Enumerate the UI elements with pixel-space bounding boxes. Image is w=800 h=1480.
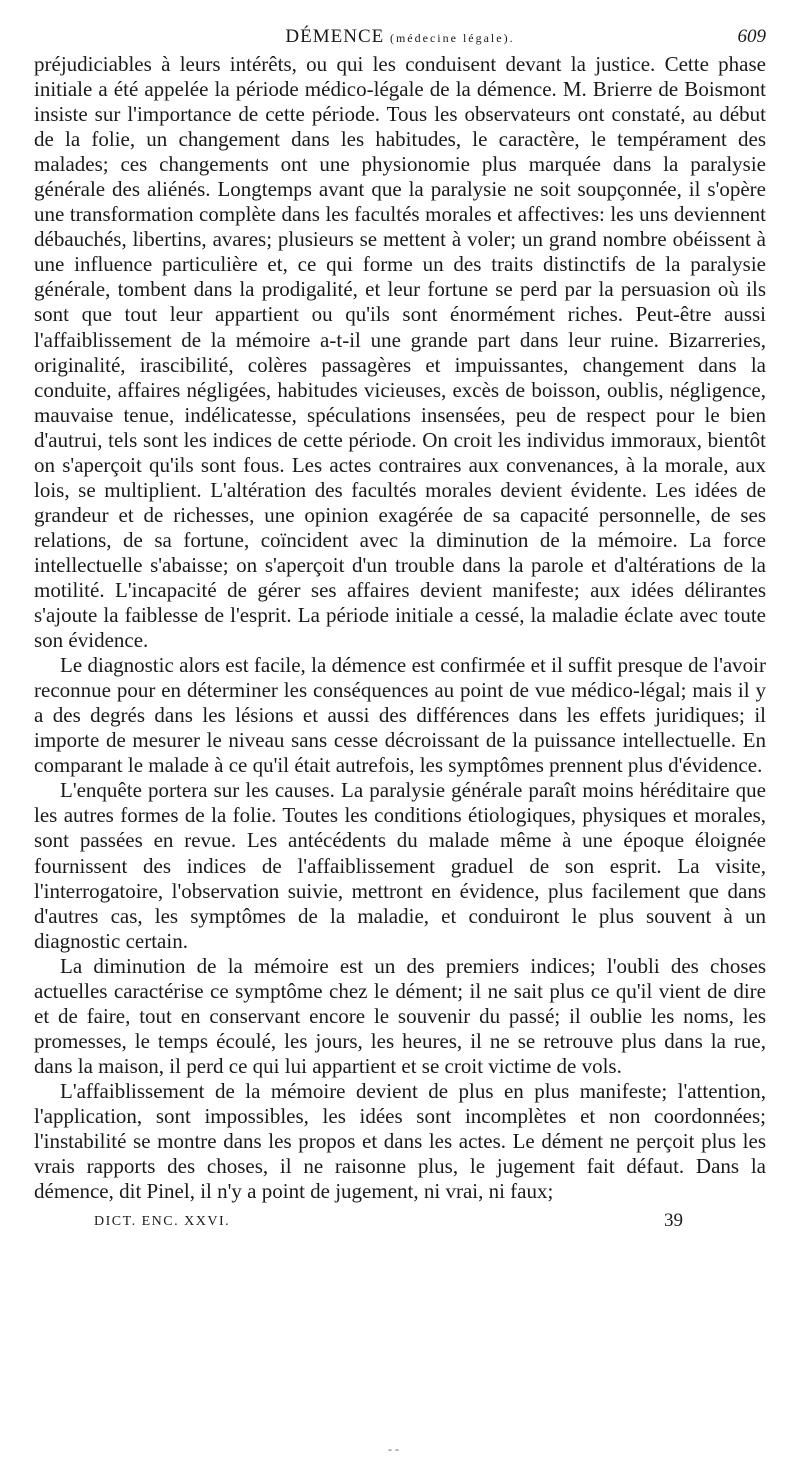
sheet-number: 39 xyxy=(664,1210,683,1232)
page-number: 609 xyxy=(737,26,766,47)
paragraph: Le diagnostic alors est facile, la démence est confirmée et il suffit presque de l'avoir reconnue pour en déterminer les conséquences au point de vue médico-légal; mais il y a des degrés dans les lésions et aussi des différences dans les effets juridiques; il importe de mesurer le niveau sans cesse décroissant de la puissance intellectuelle. En comparant le malade à ce qu'il était autrefois, les symptômes prennent plus d'évidence. xyxy=(34,653,766,778)
body-text xyxy=(34,52,766,1204)
running-header xyxy=(34,26,766,52)
paragraph: préjudiciables à leurs intérêts, ou qui les conduisent devant la justice. Cette phase initiale a été appelée la période médico-légale de la démence. M. Brierre de Boismont insiste sur l'importance de cette période. Tous les observateurs ont constaté, au début de la folie, un changement dans les habitudes, le caractère, le tempérament des malades; ces changements ont une physionomie plus marquée dans la paralysie générale des aliénés. Longtemps avant que la paralysie ne soit soupçonnée, il s'opère une transformation complète dans les facultés morales et affectives: les uns deviennent débauchés, libertins, avares; plusieurs se mettent à voler; un grand nombre obéissent à une influence particulière et, ce qui forme un des traits distinctifs de la paralysie générale, tombent dans la prodigalité, et leur fortune se perd par la persuasion où ils sont que tout leur appartient ou qu'ils sont énormément riches. Peut-être aussi l'affaiblissement de la mémoire a-t-il une grande part dans leur ruine. Bizarreries, originalité, irascibilité, colères passagères et impuissantes, changement dans la conduite, affaires négligées, habitudes vicieuses, excès de boisson, oublis, négligence, mauvaise tenue, indélicatesse, spéculations insensées, peu de respect pour le bien d'autrui, tels sont les indices de cette période. On croit les individus immoraux, bientôt on s'aperçoit qu'ils sont fous. Les actes contraires aux convenances, à la morale, aux lois, se multiplient. L'altération des facultés morales devient évidente. Les idées de grandeur et de richesses, une opinion exagérée de sa capacité personnelle, de ses relations, de sa fortune, coïncident avec la diminution de la mémoire. La force intellectuelle s'abaisse; on s'aperçoit d'un trouble dans la parole et d'altérations de la motilité. L'incapacité de gérer ses affaires devient manifeste; aux idées délirantes s'ajoute la faiblesse de l'esprit. La période initiale a cessé, la maladie éclate avec toute son évidence. xyxy=(34,52,766,653)
paragraph: L'enquête portera sur les causes. La paralysie générale paraît moins héréditaire que les autres formes de la folie. Toutes les conditions étiologiques, physiques et morales, sont passées en revue. Les antécédents du malade même à une époque éloignée fournissent des indices de l'affaiblissement graduel de son esprit. La visite, l'interrogatoire, l'observation suivie, mettront en évidence, plus facilement que dans d'autres cas, les symptômes de la maladie, et conduiront le plus souvent à un diagnostic certain. xyxy=(34,778,766,953)
page-footer xyxy=(34,1210,766,1238)
header-title: DÉMENCE xyxy=(285,26,385,47)
bottom-mark: - - xyxy=(388,1442,399,1456)
page xyxy=(34,26,766,1238)
signature-mark: DICT. ENC. XXVI. xyxy=(94,1214,231,1230)
paragraph: L'affaiblissement de la mémoire devient de plus en plus manifeste; l'attention, l'application, sont impossibles, les idées sont incomplètes et non coordonnées; l'instabilité se montre dans les propos et dans les actes. Le dément ne perçoit plus les vrais rapports des choses, il ne raisonne plus, le jugement fait défaut. Dans la démence, dit Pinel, il n'y a point de jugement, ni vrai, ni faux; xyxy=(34,1078,766,1204)
header-subtitle: (médecine légale). xyxy=(389,31,515,45)
paragraph: La diminution de la mémoire est un des premiers indices; l'oubli des choses actuelles caractérise ce symptôme chez le dément; il ne sait plus ce qu'il vient de dire et de faire, tout en conservant encore le souvenir du passé; il oublie les noms, les promesses, le temps écoulé, les jours, les heures, il ne se retrouve plus dans la rue, dans la maison, il perd ce qui lui appartient et se croit victime de vols. xyxy=(34,953,766,1078)
running-title xyxy=(34,26,766,48)
